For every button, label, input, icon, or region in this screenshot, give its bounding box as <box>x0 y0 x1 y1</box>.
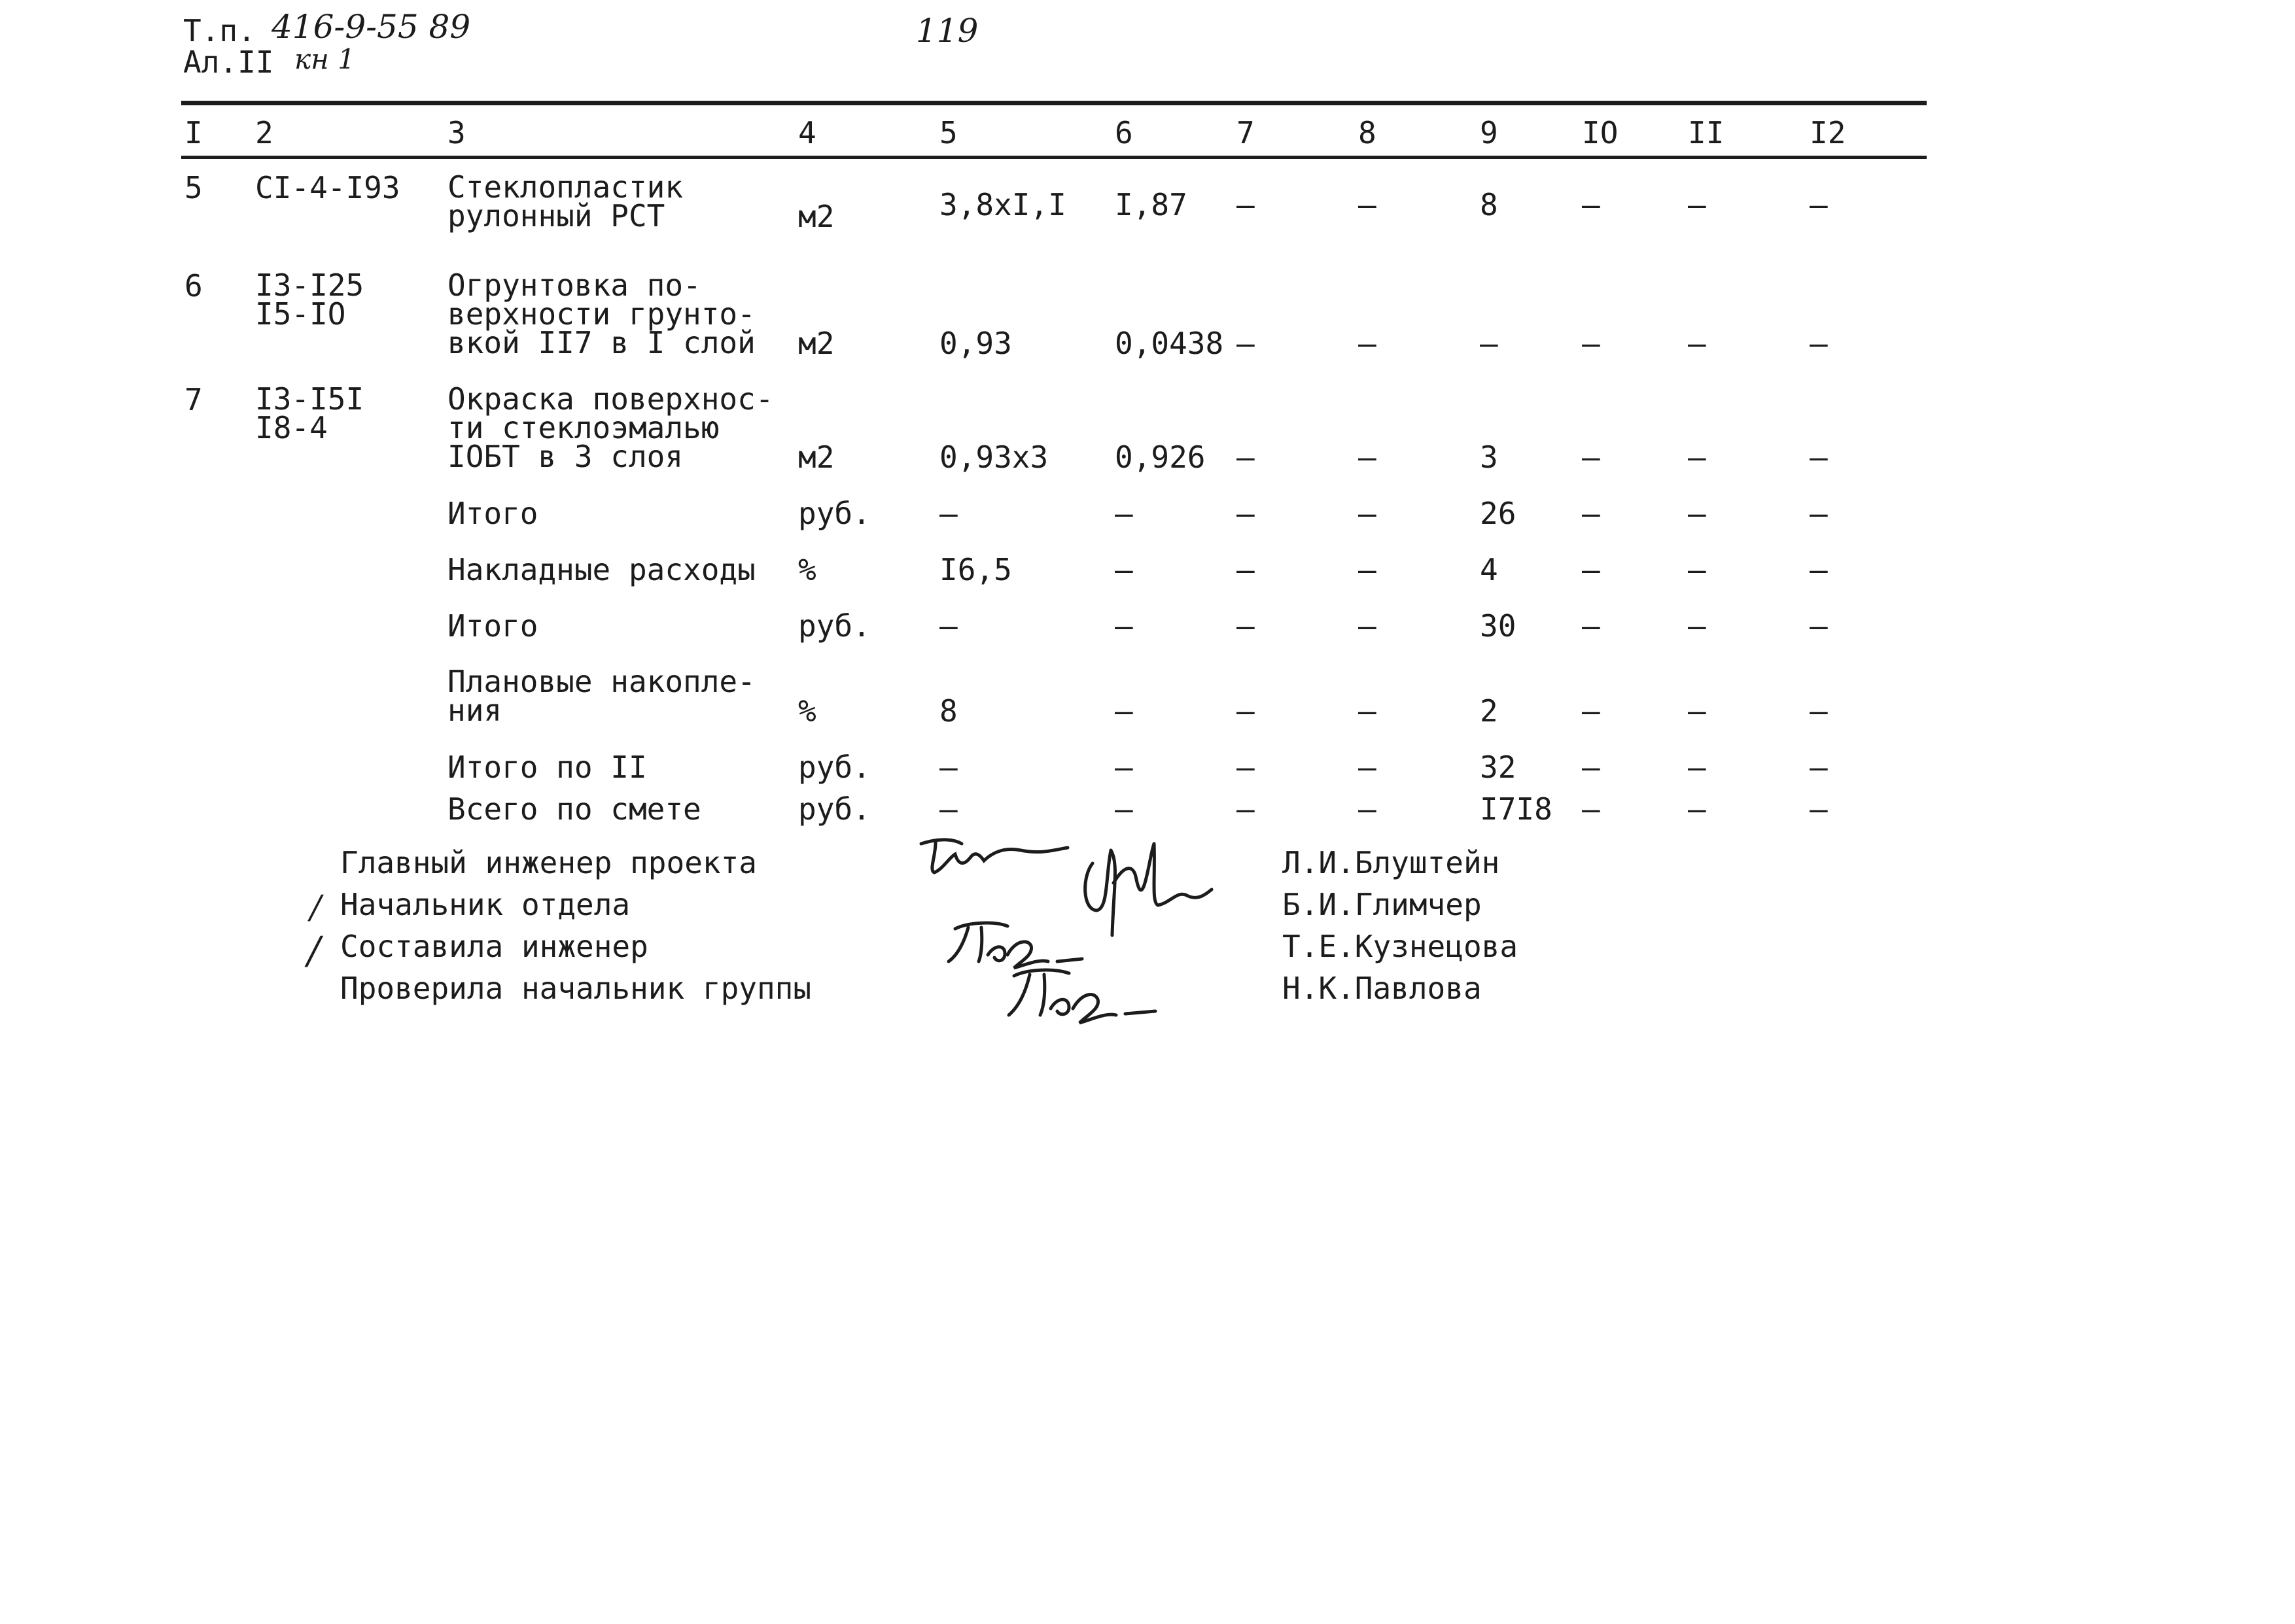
page-number: 119 <box>916 12 979 50</box>
work-name: Стеклопластик рулонный РСТ <box>447 169 684 233</box>
work-name: Итого <box>447 608 538 644</box>
signatory-name: Л.И.Блуштейн <box>1282 845 1500 880</box>
col-7-value: – <box>1236 693 1255 729</box>
column-header: I <box>184 115 203 150</box>
col-8-value: – <box>1358 608 1376 644</box>
col-8-value: – <box>1358 750 1376 785</box>
unit: м2 <box>798 199 835 234</box>
row-number: 7 <box>184 382 203 417</box>
col-10-value: – <box>1582 750 1600 785</box>
signatory-role: Главный инженер проекта <box>340 845 757 880</box>
table-top-rule <box>181 101 1927 105</box>
column-header: 5 <box>939 115 958 150</box>
col-7-value: – <box>1236 791 1255 827</box>
column-header: 4 <box>798 115 816 150</box>
col-12-value: – <box>1810 750 1828 785</box>
col-6-value: 0,0438 <box>1115 326 1224 361</box>
col-11-value: – <box>1688 440 1706 475</box>
col-7-value: – <box>1236 326 1255 361</box>
col-10-value: – <box>1582 552 1600 587</box>
signature-group-head <box>1001 961 1158 1027</box>
col-11-value: – <box>1688 552 1706 587</box>
album-prefix: Ал.II <box>183 44 274 80</box>
col-5-value: 0,93 <box>939 326 1012 361</box>
unit: м2 <box>798 440 835 475</box>
work-name: Всего по смете <box>447 791 701 827</box>
col-5-value: 3,8xI,I <box>939 187 1066 222</box>
column-header: I2 <box>1810 115 1846 150</box>
col-7-value: – <box>1236 750 1255 785</box>
album-book: кн 1 <box>294 43 355 75</box>
column-header: 6 <box>1115 115 1133 150</box>
col-10-value: – <box>1582 608 1600 644</box>
col-8-value: – <box>1358 326 1376 361</box>
doc-number: 416-9-55 89 <box>272 8 471 46</box>
col-11-value: – <box>1688 750 1706 785</box>
col-8-value: – <box>1358 440 1376 475</box>
col-12-value: – <box>1810 326 1828 361</box>
col-10-value: – <box>1582 440 1600 475</box>
signature-department-head <box>1073 837 1217 942</box>
unit: м2 <box>798 326 835 361</box>
col-12-value: – <box>1810 187 1828 222</box>
col-8-value: – <box>1358 552 1376 587</box>
col-5-value: – <box>939 791 958 827</box>
col-9-value: 8 <box>1480 187 1498 222</box>
col-9-value: 2 <box>1480 693 1498 729</box>
col-9-value: 4 <box>1480 552 1498 587</box>
signatory-name: Б.И.Глимчер <box>1282 887 1482 922</box>
col-6-value: – <box>1115 552 1133 587</box>
column-header: 8 <box>1358 115 1376 150</box>
col-9-value: I7I8 <box>1480 791 1552 827</box>
column-header: 7 <box>1236 115 1255 150</box>
col-6-value: – <box>1115 750 1133 785</box>
col-11-value: – <box>1688 187 1706 222</box>
col-5-value: – <box>939 496 958 531</box>
col-12-value: – <box>1810 791 1828 827</box>
col-10-value: – <box>1582 693 1600 729</box>
col-6-value: – <box>1115 791 1133 827</box>
col-11-value: – <box>1688 496 1706 531</box>
signatory-role: Составила инженер <box>340 929 648 964</box>
tick-mark: / <box>307 928 321 973</box>
col-9-value: – <box>1480 326 1498 361</box>
col-7-value: – <box>1236 440 1255 475</box>
col-11-value: – <box>1688 693 1706 729</box>
work-name: Накладные расходы <box>447 552 756 587</box>
col-6-value: I,87 <box>1115 187 1187 222</box>
col-5-value: 0,93x3 <box>939 440 1049 475</box>
col-7-value: – <box>1236 608 1255 644</box>
col-6-value: – <box>1115 496 1133 531</box>
col-5-value: – <box>939 608 958 644</box>
norm-code: I3-I5I I8-4 <box>255 381 364 445</box>
doc-prefix: Т.п. <box>183 13 256 48</box>
tick-mark: / <box>310 888 321 926</box>
signatory-role: Проверила начальник группы <box>340 971 812 1006</box>
col-10-value: – <box>1582 791 1600 827</box>
work-name: Итого по II <box>447 750 647 785</box>
unit: руб. <box>798 496 871 531</box>
col-9-value: 32 <box>1480 750 1516 785</box>
col-9-value: 3 <box>1480 440 1498 475</box>
signatory-name: Т.Е.Кузнецова <box>1282 929 1518 964</box>
col-5-value: I6,5 <box>939 552 1012 587</box>
col-5-value: – <box>939 750 958 785</box>
row-number: 5 <box>184 170 203 205</box>
signatory-role: Начальник отдела <box>340 887 631 922</box>
signature-chief-engineer <box>916 831 1073 883</box>
work-name: Окраска поверхнос- ти стеклоэмалью IОБТ в 3 слоя <box>447 381 774 474</box>
col-12-value: – <box>1810 440 1828 475</box>
row-number: 6 <box>184 268 203 303</box>
work-name: Итого <box>447 496 538 531</box>
col-12-value: – <box>1810 552 1828 587</box>
work-name: Огрунтовка по- верхности грунто- вкой II7 в I слой <box>447 268 756 360</box>
column-header: 2 <box>255 115 273 150</box>
unit: руб. <box>798 791 871 827</box>
col-7-value: – <box>1236 496 1255 531</box>
norm-code: CI-4-I93 <box>255 170 400 205</box>
col-7-value: – <box>1236 552 1255 587</box>
column-header: IO <box>1582 115 1619 150</box>
unit: руб. <box>798 750 871 785</box>
unit: руб. <box>798 608 871 644</box>
norm-code: I3-I25 I5-IO <box>255 268 364 332</box>
col-11-value: – <box>1688 791 1706 827</box>
unit: % <box>798 693 816 729</box>
signatory-name: Н.К.Павлова <box>1282 971 1482 1006</box>
col-12-value: – <box>1810 608 1828 644</box>
column-header: 9 <box>1480 115 1498 150</box>
col-10-value: – <box>1582 496 1600 531</box>
col-6-value: – <box>1115 608 1133 644</box>
col-10-value: – <box>1582 326 1600 361</box>
column-header: II <box>1688 115 1725 150</box>
table-header-rule <box>181 156 1927 159</box>
col-6-value: 0,926 <box>1115 440 1206 475</box>
col-10-value: – <box>1582 187 1600 222</box>
col-11-value: – <box>1688 608 1706 644</box>
col-5-value: 8 <box>939 693 958 729</box>
unit: % <box>798 552 816 587</box>
col-8-value: – <box>1358 693 1376 729</box>
col-6-value: – <box>1115 693 1133 729</box>
col-8-value: – <box>1358 791 1376 827</box>
work-name: Плановые накопле- ния <box>447 664 756 728</box>
col-8-value: – <box>1358 187 1376 222</box>
column-header: 3 <box>447 115 466 150</box>
col-9-value: 30 <box>1480 608 1516 644</box>
col-9-value: 26 <box>1480 496 1516 531</box>
col-7-value: – <box>1236 187 1255 222</box>
col-8-value: – <box>1358 496 1376 531</box>
col-12-value: – <box>1810 693 1828 729</box>
col-11-value: – <box>1688 326 1706 361</box>
col-12-value: – <box>1810 496 1828 531</box>
